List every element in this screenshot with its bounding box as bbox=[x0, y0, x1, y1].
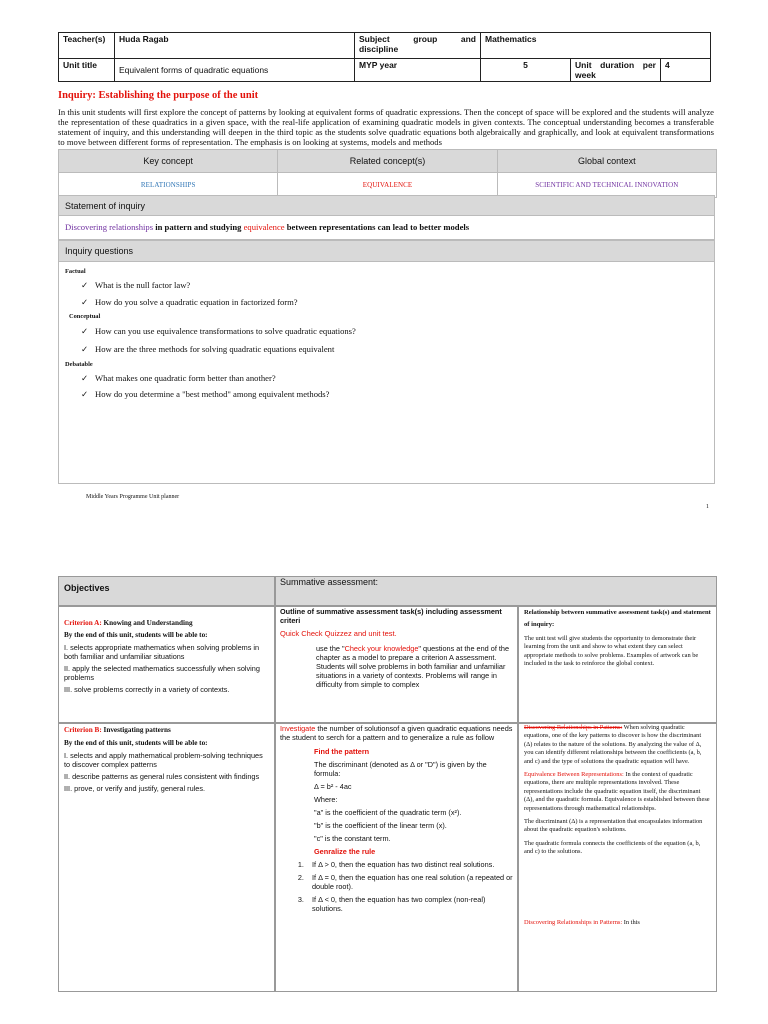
unit-header-table bbox=[58, 32, 711, 82]
duration-label: Unit duration per week bbox=[571, 59, 661, 82]
list-item: ✓ What makes one quadratic form better than another? bbox=[81, 373, 276, 383]
key-concept-header: Key concept bbox=[59, 150, 278, 173]
page-number: 1 bbox=[706, 504, 709, 510]
teacher-label: Teacher(s) bbox=[59, 33, 115, 59]
subject-value: Mathematics bbox=[481, 33, 711, 59]
investigation-cell: Investigate the number of solutionsof a given quadratic equations needs the student to serch for a pattern and to generalize a rule as follow Find the pattern The discriminant (denoted as Δ or "D") is given by the formula: Δ = b² - 4ac Where: "a" is the coefficient of the quadratic term (x²). "b" is the coefficient of the linear term (x). "c" is the constant term. Genralize the rule 1. If Δ > 0, then the equation has two distinct real solutions. 2. If Δ = 0, then the equation has one real solution (a repeated or double root). 3. If Δ < 0, then the equation has two complex (non-real) solutions. bbox=[275, 723, 518, 992]
inquiry-questions-list bbox=[58, 261, 715, 484]
concepts-table bbox=[58, 149, 717, 198]
key-concept-value: RELATIONSHIPS bbox=[59, 173, 278, 198]
list-item: 1. If Δ > 0, then the equation has two distinct real solutions. bbox=[306, 860, 513, 869]
outline-cell: Outline of summative assessment task(s) including assessment criteri Quick Check Quizzez and unit test. use the "Check your knowledge" questions at the end of the chapter as a model to prepare a criterion A assessment. Students will solve problems in both familiar and unfamiliar situations in a variety of contexts. Problems will range in difficulty from simple to complex bbox=[275, 606, 518, 723]
criterion-a-cell: Criterion A: Knowing and Understanding By the end of this unit, students will be able to: I. selects appropriate mathematics when solving problems in both familiar and unfamiliar situations II. apply the selected mathematics successfully when solving problems III. solve problems correctly in a variety of contexts. bbox=[58, 606, 275, 723]
statement-of-inquiry: Discovering relationships in pattern and studying equivalence between representations can lead to better models bbox=[58, 215, 715, 240]
unit-title-value: Equivalent forms of quadratic equations bbox=[115, 59, 355, 82]
inquiry-paragraph: In this unit students will first explore the concept of patterns by looking at equivalent forms of quadratic expressions. Then the concept of space will be explored and the students will analyze the representation of these quadratics in a given space, with the real-life application of examining quadratic models in given contexts. The conceptual understanding becomes a transferable statement of inquiry, and this understanding will deepen in the third topic as the students solve quadratic equations both algebraically and graphically, and look at equivalent transformations to move between different forms of representation. The emphasis is on looking at systems, models and methods bbox=[58, 107, 714, 147]
duration-value: 4 bbox=[661, 59, 711, 82]
debatable-label: Debatable bbox=[65, 361, 93, 368]
list-item: ✓ How can you use equivalence transformations to solve quadratic equations? bbox=[81, 326, 356, 336]
inquiry-questions-header: Inquiry questions bbox=[58, 240, 715, 262]
list-item: 2. If Δ = 0, then the equation has one real solution (a repeated or double root). bbox=[306, 873, 513, 891]
factual-label: Factual bbox=[65, 268, 86, 275]
unit-title-label: Unit title bbox=[59, 59, 115, 82]
related-concept-value: EQUIVALENCE bbox=[278, 173, 497, 198]
subject-label: Subject group and discipline bbox=[355, 33, 481, 59]
list-item: ✓ How do you solve a quadratic equation in factorized form? bbox=[81, 297, 298, 307]
myp-year-value: 5 bbox=[481, 59, 571, 82]
list-item: 3. If Δ < 0, then the equation has two complex (non-real) solutions. bbox=[306, 895, 513, 913]
statement-header: Statement of inquiry bbox=[58, 195, 715, 216]
list-item: ✓ How are the three methods for solving quadratic equations equivalent bbox=[81, 344, 335, 354]
teacher-value: Huda Ragab bbox=[115, 33, 355, 59]
global-context-value: SCIENTIFIC AND TECHNICAL INNOVATION bbox=[497, 173, 716, 198]
summative-header: Summative assessment: bbox=[275, 576, 717, 606]
footer-text: Middle Years Programme Unit planner bbox=[86, 494, 180, 500]
relationship-detail-cell: Discovering Relationships in Patterns: When solving quadratic equations, one of the key patterns to discover is how the discriminant (Δ) relates to the nature of the solutions. By analyzing the value of Δ, you can identify different relationships between the coefficients (a, b, and c) and the type of solutions the quadratic equation will have. Equivalence Between Representations: In the context of quadratic equations, there are multiple representations involved. These representations include the quadratic equation itself, the discriminant (Δ), and the quadratic formula. Equivalence is established between these representations through mathematical relationships. The discriminant (Δ) is a representation that encapsulates information about the quadratic equation's solutions. The quadratic formula connects the coefficients of the equation (a, b, and c) to the solutions. Discovering Relationships in Patterns: In this bbox=[518, 723, 717, 992]
related-concept-header: Related concept(s) bbox=[278, 150, 497, 173]
list-item: ✓ How do you determine a "best method" among equivalent methods? bbox=[81, 389, 330, 399]
relationship-cell: Relationship between summative assessment task(s) and statement of inquiry: The unit test will give students the opportunity to demonstrate their learning from the unit and show to what extent they can select appropriate methods to solve problems. Examples of artwork can be included in the task to reinforce the global context. bbox=[518, 606, 717, 723]
objectives-header: Objectives bbox=[58, 576, 275, 606]
list-item: ✓ What is the null factor law? bbox=[81, 280, 191, 290]
conceptual-label: Conceptual bbox=[69, 313, 101, 320]
assessment-table bbox=[58, 576, 717, 992]
inquiry-title: Inquiry: Establishing the purpose of the unit bbox=[58, 90, 259, 101]
global-context-header: Global context bbox=[497, 150, 716, 173]
myp-year-label: MYP year bbox=[355, 59, 481, 82]
criterion-b-cell: Criterion B: Investigating patterns By the end of this unit, students will be able to: I. selects and apply mathematical problem-solving techniques to discover complex patterns II. describe patterns as general rules consistent with findings III. prove, or verify and justify, general rules. bbox=[58, 723, 275, 992]
